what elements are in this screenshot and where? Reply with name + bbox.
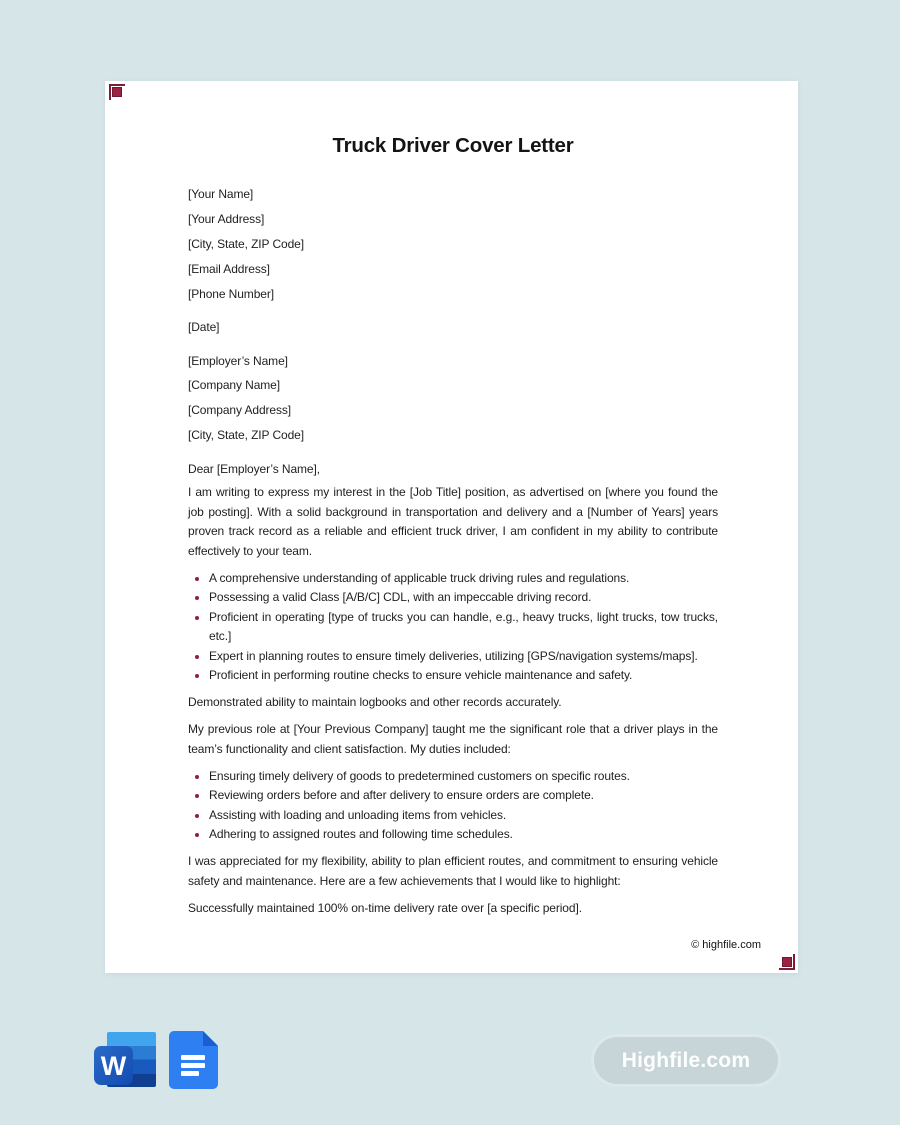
paragraph-logbooks: Demonstrated ability to maintain logbooks and other records accurately. <box>188 695 562 710</box>
duties-list <box>188 767 718 845</box>
watermark: © highfile.com <box>691 939 761 951</box>
crop-mark-bottom-right-icon <box>779 954 795 970</box>
recipient-block <box>188 352 718 446</box>
list-item: • Proficient in performing routine checks to ensure vehicle maintenance and safety. <box>209 666 718 686</box>
crop-mark-top-left-icon <box>109 84 125 100</box>
ms-word-icon[interactable] <box>94 1032 156 1089</box>
google-docs-icon[interactable] <box>169 1031 218 1089</box>
svg-text:W: W <box>100 1051 127 1081</box>
google-docs-icon-glyph <box>169 1031 218 1089</box>
page-title: Truck Driver Cover Letter <box>332 134 574 157</box>
list-item: • Ensuring timely delivery of goods to predetermined customers on specific routes. <box>209 767 718 787</box>
ms-word-icon-glyph <box>94 1032 156 1089</box>
recipient-company-line: [Company Name] <box>188 378 280 393</box>
recipient-address-line: [Company Address] <box>188 403 292 418</box>
recipient-name-line: [Employer’s Name] <box>188 353 288 368</box>
sender-phone-line: [Phone Number] <box>188 286 274 301</box>
sender-city-line: [City, State, ZIP Code] <box>188 236 304 251</box>
list-item: • Possessing a valid Class [A/B/C] CDL, with an impeccable driving record. <box>209 588 718 608</box>
sender-email-line: [Email Address] <box>188 261 270 276</box>
skills-list <box>188 569 718 686</box>
list-item: • Assisting with loading and unloading items from vehicles. <box>209 806 718 826</box>
salutation: Dear [Employer’s Name], <box>188 461 320 476</box>
paragraph-appreciated: I was appreciated for my flexibility, ability to plan efficient routes, and commitment to ensuring vehicle safety and maintenance. Here are a few achievements that I would like to highlight: <box>188 854 718 888</box>
highfile-badge[interactable]: Highfile.com <box>594 1037 778 1084</box>
sender-name-line: [Your Name] <box>188 187 254 201</box>
date-line: [Date] <box>188 320 220 335</box>
list-item: • Adhering to assigned routes and following time schedules. <box>209 825 718 845</box>
paragraph-achievement: Successfully maintained 100% on-time delivery rate over [a specific period]. <box>188 900 582 915</box>
recipient-city-line: [City, State, ZIP Code] <box>188 428 304 443</box>
list-item: • Proficient in operating [type of trucks you can handle, e.g., heavy trucks, light trucks, tow trucks, etc.] <box>209 608 718 647</box>
document-page <box>105 81 798 973</box>
paragraph-previous-role: My previous role at [Your Previous Company] taught me the significant role that a driver plays in the team’s functionality and client satisfaction. My duties included: <box>188 722 718 756</box>
list-item: • A comprehensive understanding of applicable truck driving rules and regulations. <box>209 569 718 589</box>
paragraph-intro: I am writing to express my interest in the [Job Title] position, as advertised on [where you found the job posting]. With a solid background in transportation and delivery and a [Number of Years] years proven track record as a reliable and efficient truck driver, I am confident in my ability to contribute effectively to your team. <box>188 485 718 558</box>
sender-address-line: [Your Address] <box>188 211 265 226</box>
list-item: • Expert in planning routes to ensure timely deliveries, utilizing [GPS/navigation systems/maps]. <box>209 647 718 667</box>
sender-block <box>188 185 718 304</box>
list-item: • Reviewing orders before and after delivery to ensure orders are complete. <box>209 786 718 806</box>
